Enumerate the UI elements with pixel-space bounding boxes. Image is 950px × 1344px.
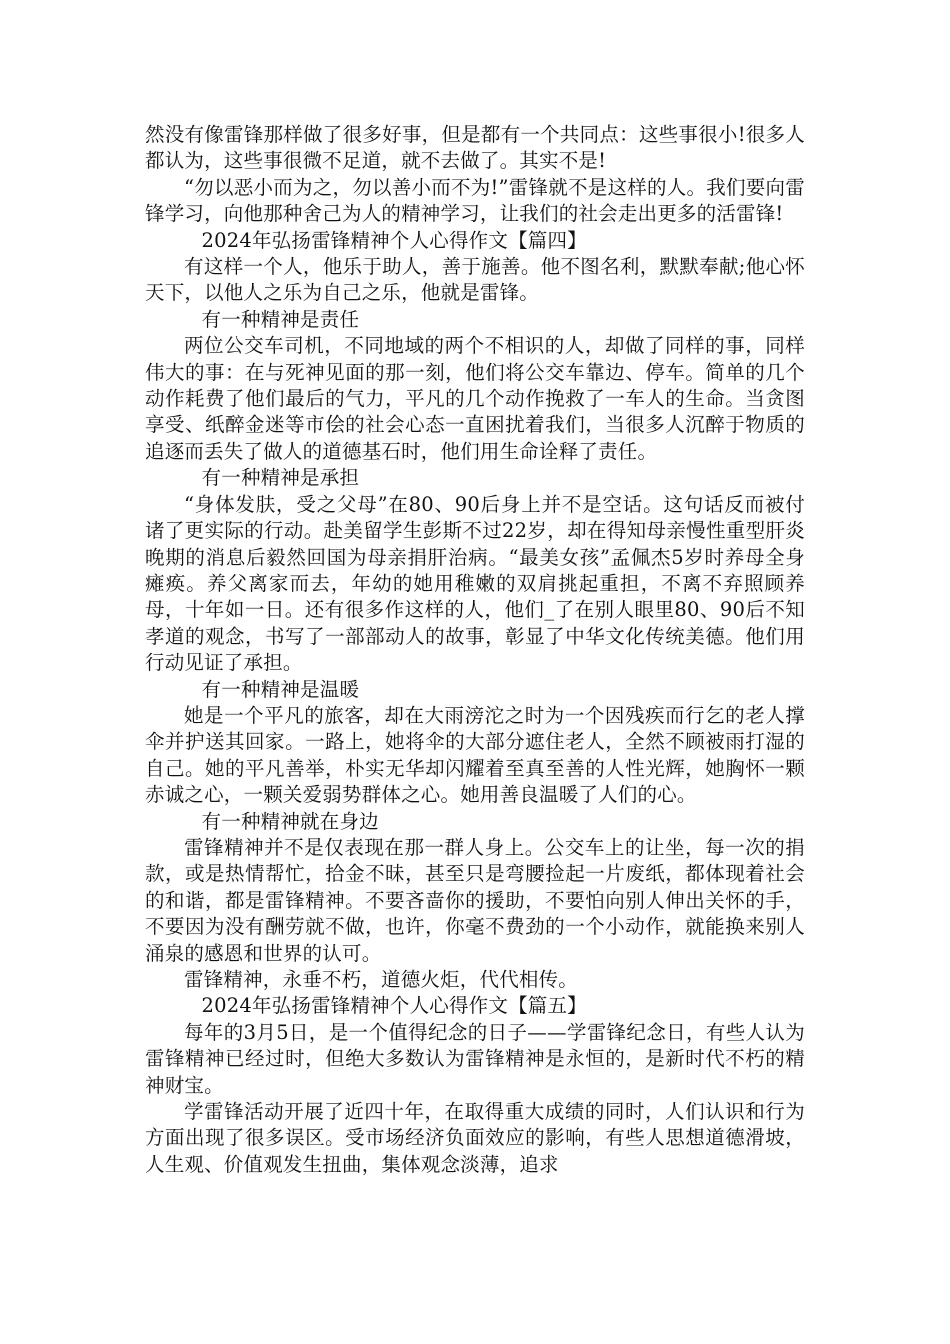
section-heading: 有一种精神是承担 (201, 466, 360, 490)
body-paragraph: 然没有像雷锋那样做了很多好事，但是都有一个共同点：这些事很小!很多人都认为，这些事很微不足道，就不去做了。其实不是! (145, 123, 805, 173)
body-paragraph: 雷锋精神并不是仅表现在那一群人身上。公交车上的让坐，每一次的捐款，或是热情帮忙，拾金不昧，甚至只是弯腰捡起一片废纸，都体现着社会的和谐，都是雷锋精神。不要吝啬你的援助，不要怕向别人伸出关怀的手，不要因为没有酬劳就不做，也许，你毫不费劲的一个小动作，就能换来别人涌泉的感恩和世界的认可。 (145, 835, 805, 965)
body-paragraph: 雷锋精神，永垂不朽，道德火炬，代代相传。 (184, 968, 579, 991)
body-paragraph: 每年的3月5日，是一个值得纪念的日子——学雷锋纪念日，有些人认为雷锋精神已经过时，但绝大多数认为雷锋精神是永恒的，是新时代不朽的精神财宝。 (145, 1020, 805, 1097)
section-heading: 有一种精神是温暖 (201, 677, 360, 701)
section-heading: 有一种精神是责任 (201, 307, 360, 331)
body-paragraph: “勿以恶小而为之，勿以善小而不为!”雷锋就不是这样的人。我们要向雷锋学习，向他那种舍己为人的精神学习，让我们的社会走出更多的活雷锋! (145, 175, 805, 226)
document-page (145, 122, 805, 1178)
body-paragraph: 有这样一个人，他乐于助人，善于施善。他不图名利，默默奉献;他心怀天下，以他人之乐为自己之乐，他就是雷锋。 (145, 255, 805, 305)
body-paragraph: 学雷锋活动开展了近四十年，在取得重大成绩的同时，人们认识和行为方面出现了很多误区。受市场经济负面效应的影响，有些人思想道德滑坡，人生观、价值观发生扭曲，集体观念淡薄，追求 (145, 1100, 805, 1176)
section-heading: 2024年弘扬雷锋精神个人心得作文【篇四】 (201, 228, 587, 252)
body-paragraph: “身体发肤，受之父母”在80、90后身上并不是空话。这句话反而被付诸了更实际的行动。赴美留学生彭斯不过22岁，却在得知母亲慢性重型肝炎晚期的消息后毅然回国为母亲捐肝治病。“最美女孩”孟佩杰5岁时养母全身瘫痪。养父离家而去，年幼的她用稚嫩的双肩挑起重担，不离不弃照顾养母，十年如一日。还有很多作这样的人，他们_了在别人眼里80、90后不知孝道的观念，书写了一部部动人的故事，彰显了中华文化传统美德。他们用行动见证了承担。 (145, 492, 805, 675)
section-heading: 2024年弘扬雷锋精神个人心得作文【篇五】 (201, 994, 587, 1018)
body-paragraph: 她是一个平凡的旅客，却在大雨滂沱之时为一个因残疾而行乞的老人撑伞并护送其回家。一路上，她将伞的大部分遮住老人，全然不顾被雨打湿的自己。她的平凡善举，朴实无华却闪耀着至真至善的人性光辉，她胸怀一颗赤诚之心，一颗关爱弱势群体之心。她用善良温暖了人们的心。 (145, 703, 805, 807)
body-paragraph: 两位公交车司机，不同地域的两个不相识的人，却做了同样的事，同样伟大的事：在与死神见面的那一刻，他们将公交车靠边、停车。简单的几个动作耗费了他们最后的气力，平凡的几个动作挽救了一车人的生命。当贪图享受、纸醉金迷等市侩的社会心态一直困扰着我们，当很多人沉醉于物质的追逐而丢失了做人的道德基石时，他们用生命诠释了责任。 (145, 334, 805, 463)
section-heading: 有一种精神就在身边 (201, 809, 379, 833)
